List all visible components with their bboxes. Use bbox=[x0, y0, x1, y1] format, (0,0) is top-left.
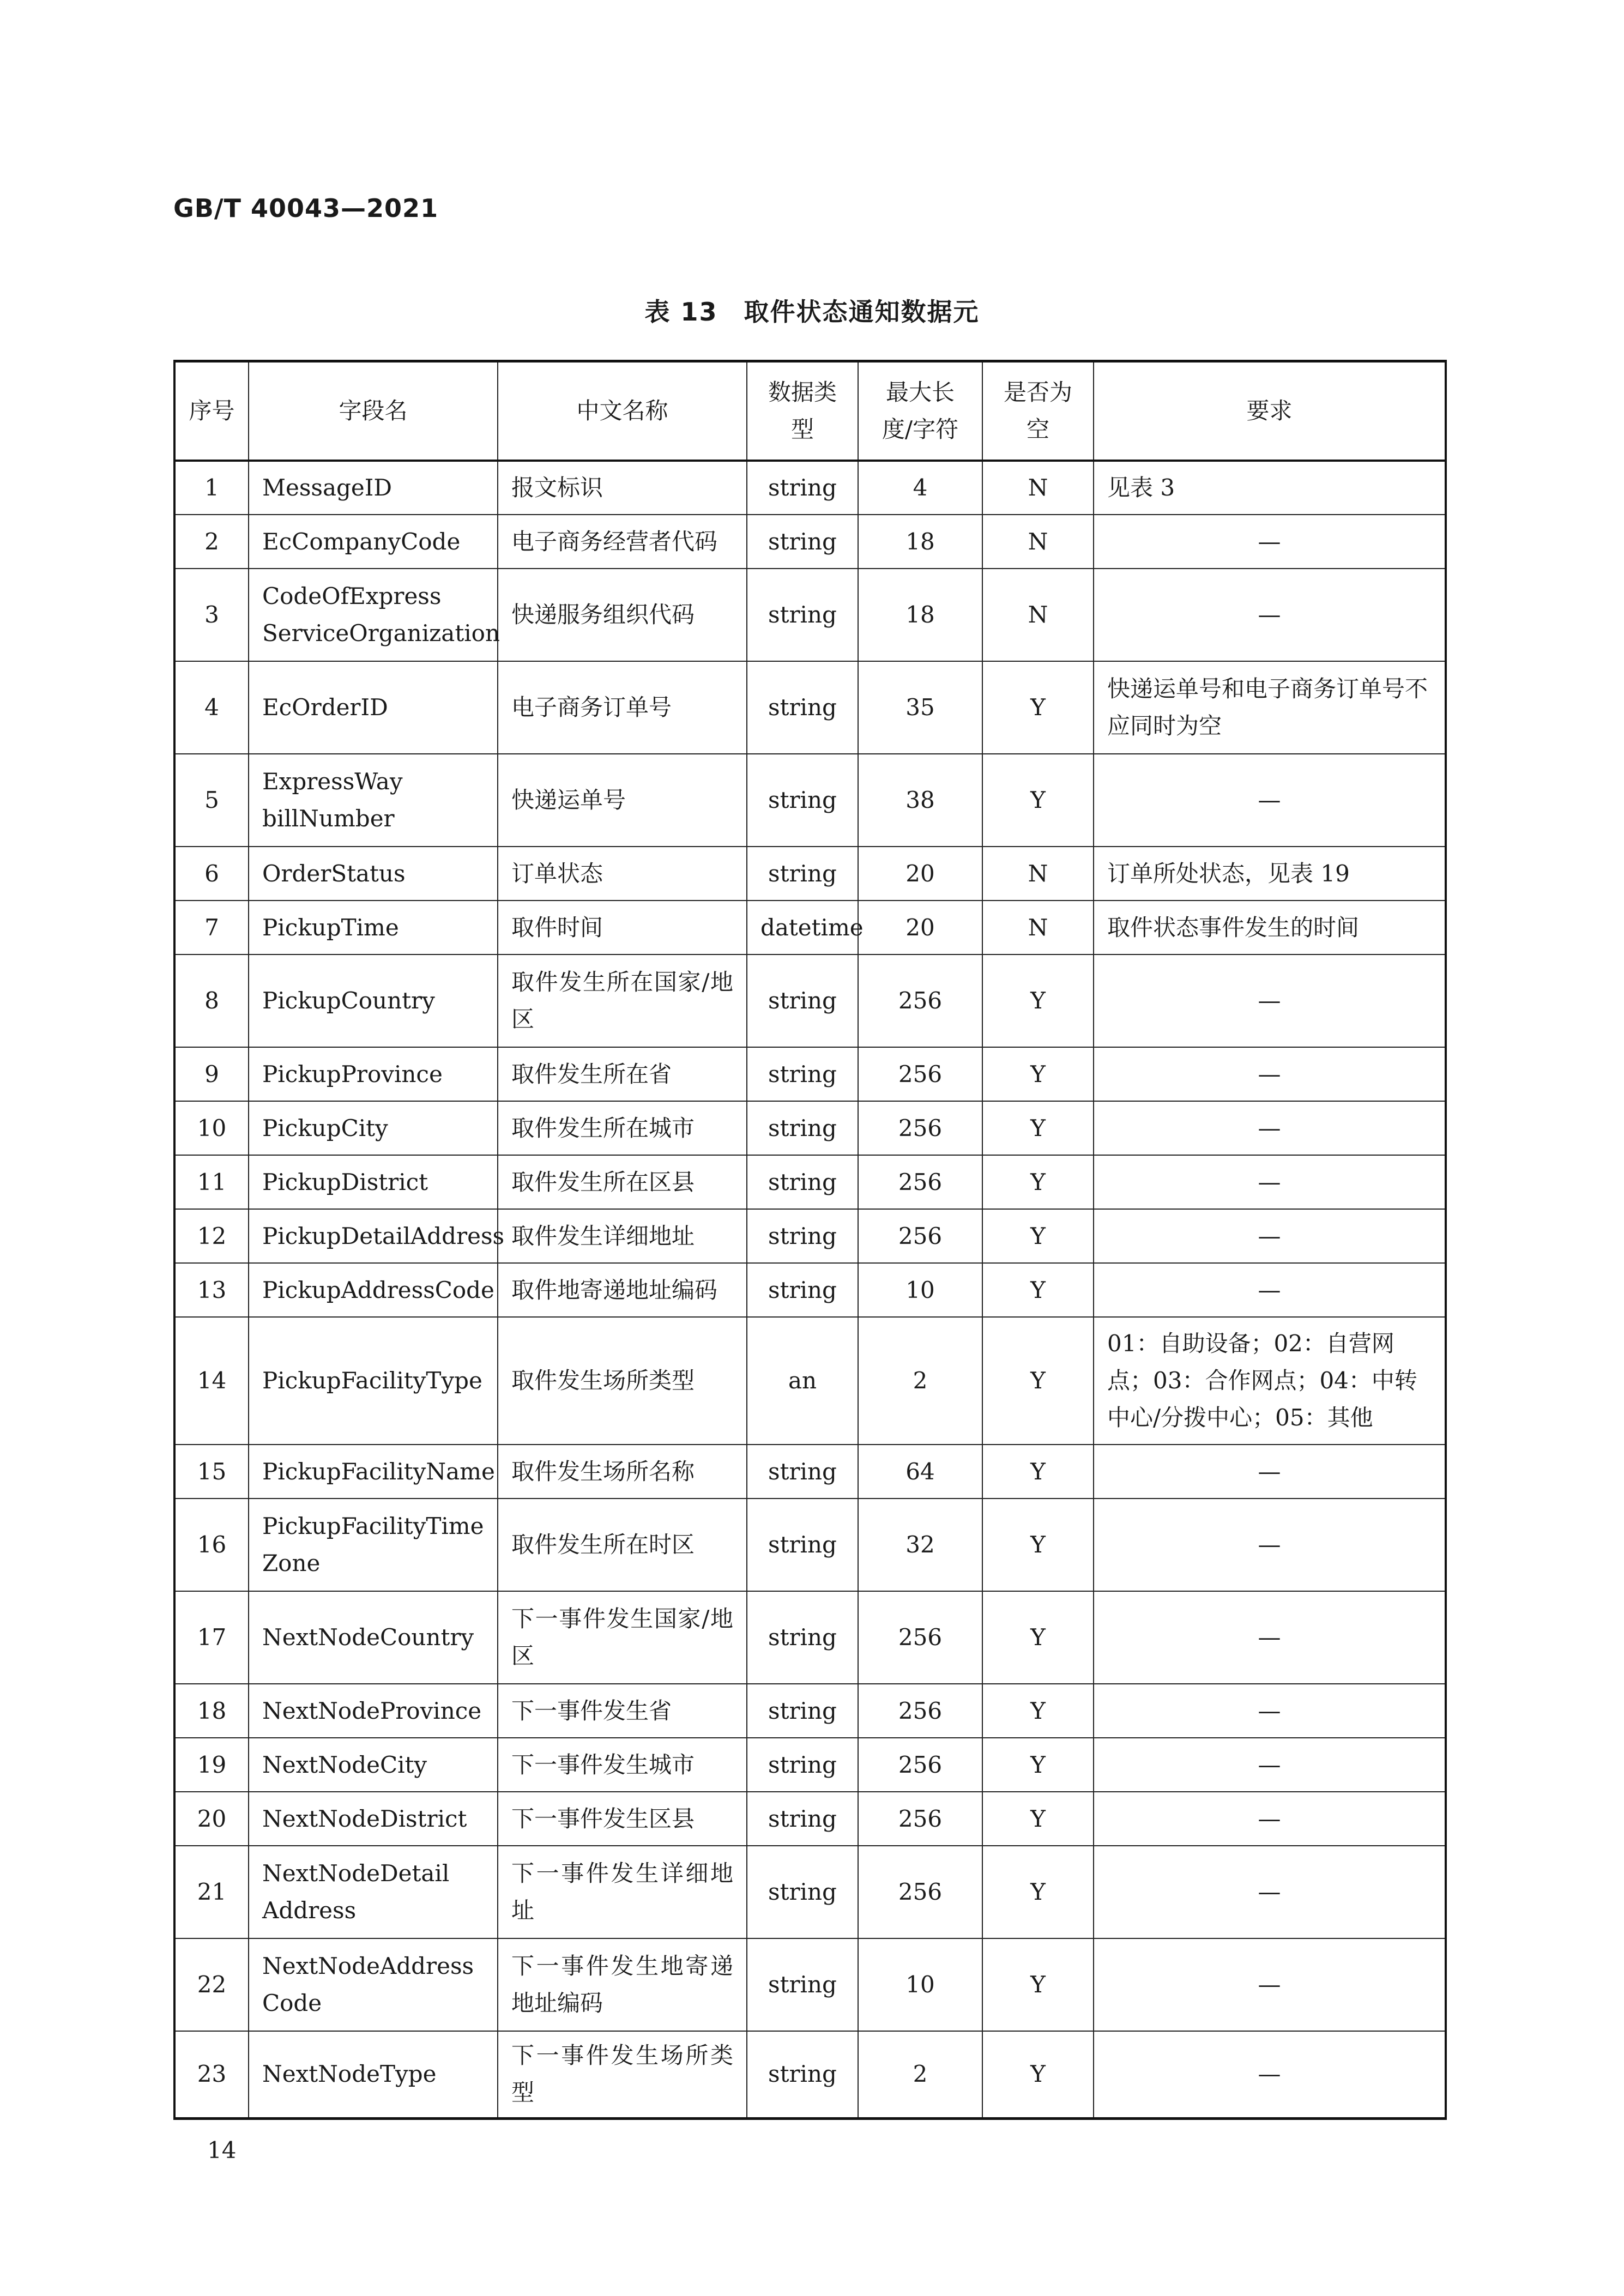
cell-requirement: — bbox=[1094, 1445, 1446, 1499]
cell-type: string bbox=[747, 1846, 858, 1938]
cell-nullable: Y bbox=[982, 1499, 1094, 1591]
header-field: 字段名 bbox=[249, 361, 498, 461]
cell-max-len: 20 bbox=[858, 901, 982, 954]
cell-max-len: 256 bbox=[858, 1846, 982, 1938]
cell-requirement: — bbox=[1094, 1938, 1446, 2031]
table-row bbox=[174, 2031, 1446, 2118]
cell-field: PickupDetailAddress bbox=[249, 1209, 498, 1263]
cell-no: 1 bbox=[174, 461, 249, 515]
cell-max-len: 256 bbox=[858, 1101, 982, 1155]
cell-type: string bbox=[747, 754, 858, 847]
cell-name-cn: 取件发生所在省 bbox=[498, 1047, 747, 1101]
cell-name-cn: 下一事件发生详细地址 bbox=[498, 1846, 747, 1938]
cell-name-cn: 取件发生场所名称 bbox=[498, 1445, 747, 1499]
cell-type: string bbox=[747, 2031, 858, 2118]
cell-name-cn: 取件地寄递地址编码 bbox=[498, 1263, 747, 1317]
cell-no: 8 bbox=[174, 954, 249, 1047]
cell-max-len: 4 bbox=[858, 461, 982, 515]
cell-max-len: 256 bbox=[858, 1684, 982, 1738]
cell-nullable: Y bbox=[982, 1263, 1094, 1317]
table-row bbox=[174, 1155, 1446, 1209]
cell-max-len: 256 bbox=[858, 1209, 982, 1263]
cell-name-cn: 快递运单号 bbox=[498, 754, 747, 847]
cell-no: 20 bbox=[174, 1792, 249, 1846]
cell-name-cn: 下一事件发生区县 bbox=[498, 1792, 747, 1846]
table-row bbox=[174, 1938, 1446, 2031]
cell-name-cn: 快递服务组织代码 bbox=[498, 569, 747, 661]
cell-nullable: Y bbox=[982, 661, 1094, 754]
cell-nullable: Y bbox=[982, 1317, 1094, 1445]
cell-no: 16 bbox=[174, 1499, 249, 1591]
cell-max-len: 256 bbox=[858, 1155, 982, 1209]
cell-nullable: Y bbox=[982, 1684, 1094, 1738]
cell-field: PickupFacilityTime Zone bbox=[249, 1499, 498, 1591]
cell-name-cn: 取件发生所在国家/地区 bbox=[498, 954, 747, 1047]
cell-field: EcCompanyCode bbox=[249, 515, 498, 569]
cell-type: string bbox=[747, 847, 858, 901]
table-row bbox=[174, 1499, 1446, 1591]
cell-type: string bbox=[747, 461, 858, 515]
cell-nullable: Y bbox=[982, 754, 1094, 847]
cell-name-cn: 下一事件发生地寄递地址编码 bbox=[498, 1938, 747, 2031]
cell-field: MessageID bbox=[249, 461, 498, 515]
cell-no: 14 bbox=[174, 1317, 249, 1445]
table-row bbox=[174, 1209, 1446, 1263]
cell-type: datetime bbox=[747, 901, 858, 954]
cell-requirement: — bbox=[1094, 2031, 1446, 2118]
cell-requirement: 订单所处状态，见表 19 bbox=[1094, 847, 1446, 901]
cell-name-cn: 下一事件发生场所类型 bbox=[498, 2031, 747, 2118]
cell-requirement: — bbox=[1094, 1263, 1446, 1317]
cell-field: PickupFacilityType bbox=[249, 1317, 498, 1445]
cell-type: string bbox=[747, 1499, 858, 1591]
cell-requirement: — bbox=[1094, 1047, 1446, 1101]
cell-nullable: N bbox=[982, 461, 1094, 515]
table-row bbox=[174, 954, 1446, 1047]
header-no: 序号 bbox=[174, 361, 249, 461]
cell-max-len: 64 bbox=[858, 1445, 982, 1499]
cell-requirement: 01：自助设备；02：自营网点；03：合作网点；04：中转中心/分拨中心；05：其他 bbox=[1094, 1317, 1446, 1445]
header-nullable: 是否为空 bbox=[982, 361, 1094, 461]
standard-code: GB/T 40043—2021 bbox=[173, 194, 439, 223]
cell-no: 21 bbox=[174, 1846, 249, 1938]
cell-type: string bbox=[747, 515, 858, 569]
cell-requirement: — bbox=[1094, 1155, 1446, 1209]
cell-nullable: Y bbox=[982, 1738, 1094, 1792]
table-row bbox=[174, 1846, 1446, 1938]
cell-nullable: Y bbox=[982, 954, 1094, 1047]
cell-field: PickupProvince bbox=[249, 1047, 498, 1101]
cell-requirement: 取件状态事件发生的时间 bbox=[1094, 901, 1446, 954]
cell-type: string bbox=[747, 1101, 858, 1155]
cell-requirement: — bbox=[1094, 1591, 1446, 1684]
cell-name-cn: 下一事件发生省 bbox=[498, 1684, 747, 1738]
cell-requirement: — bbox=[1094, 1792, 1446, 1846]
cell-name-cn: 取件发生所在区县 bbox=[498, 1155, 747, 1209]
cell-nullable: Y bbox=[982, 1047, 1094, 1101]
cell-max-len: 2 bbox=[858, 2031, 982, 2118]
cell-name-cn: 下一事件发生城市 bbox=[498, 1738, 747, 1792]
cell-no: 6 bbox=[174, 847, 249, 901]
cell-no: 4 bbox=[174, 661, 249, 754]
cell-max-len: 32 bbox=[858, 1499, 982, 1591]
cell-max-len: 256 bbox=[858, 1591, 982, 1684]
cell-max-len: 20 bbox=[858, 847, 982, 901]
cell-type: string bbox=[747, 1047, 858, 1101]
cell-no: 12 bbox=[174, 1209, 249, 1263]
cell-requirement: — bbox=[1094, 1738, 1446, 1792]
cell-max-len: 256 bbox=[858, 954, 982, 1047]
cell-no: 7 bbox=[174, 901, 249, 954]
cell-max-len: 256 bbox=[858, 1792, 982, 1846]
cell-requirement: — bbox=[1094, 515, 1446, 569]
cell-nullable: Y bbox=[982, 1846, 1094, 1938]
cell-requirement: — bbox=[1094, 1101, 1446, 1155]
cell-nullable: Y bbox=[982, 1155, 1094, 1209]
table-row bbox=[174, 1792, 1446, 1846]
table-row bbox=[174, 754, 1446, 847]
cell-no: 2 bbox=[174, 515, 249, 569]
table-row bbox=[174, 1591, 1446, 1684]
cell-requirement: — bbox=[1094, 1209, 1446, 1263]
cell-field: NextNodeDistrict bbox=[249, 1792, 498, 1846]
cell-no: 18 bbox=[174, 1684, 249, 1738]
cell-max-len: 18 bbox=[858, 515, 982, 569]
cell-no: 5 bbox=[174, 754, 249, 847]
cell-requirement: — bbox=[1094, 1499, 1446, 1591]
cell-name-cn: 取件发生详细地址 bbox=[498, 1209, 747, 1263]
cell-nullable: N bbox=[982, 569, 1094, 661]
cell-name-cn: 报文标识 bbox=[498, 461, 747, 515]
cell-name-cn: 取件发生场所类型 bbox=[498, 1317, 747, 1445]
cell-type: string bbox=[747, 1792, 858, 1846]
header-requirement: 要求 bbox=[1094, 361, 1446, 461]
cell-field: PickupDistrict bbox=[249, 1155, 498, 1209]
cell-no: 3 bbox=[174, 569, 249, 661]
cell-field: CodeOfExpress ServiceOrganization bbox=[249, 569, 498, 661]
cell-requirement: 见表 3 bbox=[1094, 461, 1446, 515]
cell-requirement: — bbox=[1094, 569, 1446, 661]
cell-type: string bbox=[747, 1263, 858, 1317]
cell-max-len: 35 bbox=[858, 661, 982, 754]
table-row bbox=[174, 661, 1446, 754]
cell-nullable: Y bbox=[982, 1209, 1094, 1263]
cell-no: 9 bbox=[174, 1047, 249, 1101]
cell-type: string bbox=[747, 1938, 858, 2031]
cell-name-cn: 下一事件发生国家/地区 bbox=[498, 1591, 747, 1684]
cell-field: NextNodeCountry bbox=[249, 1591, 498, 1684]
cell-type: an bbox=[747, 1317, 858, 1445]
cell-type: string bbox=[747, 1155, 858, 1209]
cell-field: NextNodeDetail Address bbox=[249, 1846, 498, 1938]
table-row bbox=[174, 1317, 1446, 1445]
cell-field: NextNodeType bbox=[249, 2031, 498, 2118]
cell-type: string bbox=[747, 661, 858, 754]
table-row bbox=[174, 901, 1446, 954]
header-max-len: 最大长度/字符 bbox=[858, 361, 982, 461]
cell-field: PickupCity bbox=[249, 1101, 498, 1155]
cell-max-len: 256 bbox=[858, 1047, 982, 1101]
cell-nullable: Y bbox=[982, 1591, 1094, 1684]
table-title: 表 13 取件状态通知数据元 bbox=[644, 297, 980, 327]
cell-requirement: — bbox=[1094, 1684, 1446, 1738]
cell-max-len: 38 bbox=[858, 754, 982, 847]
cell-field: PickupCountry bbox=[249, 954, 498, 1047]
cell-no: 19 bbox=[174, 1738, 249, 1792]
cell-field: PickupAddressCode bbox=[249, 1263, 498, 1317]
table-row bbox=[174, 1738, 1446, 1792]
cell-no: 22 bbox=[174, 1938, 249, 2031]
cell-nullable: Y bbox=[982, 2031, 1094, 2118]
cell-requirement: — bbox=[1094, 754, 1446, 847]
cell-requirement: 快递运单号和电子商务订单号不应同时为空 bbox=[1094, 661, 1446, 754]
table-row bbox=[174, 515, 1446, 569]
cell-max-len: 10 bbox=[858, 1938, 982, 2031]
header-type: 数据类型 bbox=[747, 361, 858, 461]
cell-name-cn: 取件时间 bbox=[498, 901, 747, 954]
cell-nullable: Y bbox=[982, 1445, 1094, 1499]
cell-max-len: 18 bbox=[858, 569, 982, 661]
cell-no: 10 bbox=[174, 1101, 249, 1155]
table-row bbox=[174, 847, 1446, 901]
cell-max-len: 10 bbox=[858, 1263, 982, 1317]
table-row bbox=[174, 461, 1446, 515]
cell-type: string bbox=[747, 1209, 858, 1263]
table-header-row bbox=[174, 361, 1446, 461]
cell-max-len: 2 bbox=[858, 1317, 982, 1445]
cell-name-cn: 取件发生所在时区 bbox=[498, 1499, 747, 1591]
header-name-cn: 中文名称 bbox=[498, 361, 747, 461]
cell-no: 15 bbox=[174, 1445, 249, 1499]
cell-field: PickupFacilityName bbox=[249, 1445, 498, 1499]
cell-type: string bbox=[747, 569, 858, 661]
cell-name-cn: 订单状态 bbox=[498, 847, 747, 901]
table-row bbox=[174, 569, 1446, 661]
data-element-table bbox=[173, 360, 1447, 2120]
table-row bbox=[174, 1101, 1446, 1155]
cell-max-len: 256 bbox=[858, 1738, 982, 1792]
table-row bbox=[174, 1263, 1446, 1317]
cell-no: 23 bbox=[174, 2031, 249, 2118]
cell-nullable: N bbox=[982, 515, 1094, 569]
cell-field: PickupTime bbox=[249, 901, 498, 954]
cell-nullable: N bbox=[982, 901, 1094, 954]
cell-field: OrderStatus bbox=[249, 847, 498, 901]
cell-requirement: — bbox=[1094, 954, 1446, 1047]
cell-type: string bbox=[747, 1445, 858, 1499]
cell-type: string bbox=[747, 1738, 858, 1792]
cell-field: NextNodeProvince bbox=[249, 1684, 498, 1738]
cell-field: EcOrderID bbox=[249, 661, 498, 754]
page-number: 14 bbox=[207, 2137, 237, 2164]
cell-nullable: Y bbox=[982, 1792, 1094, 1846]
table-row bbox=[174, 1684, 1446, 1738]
table-row bbox=[174, 1445, 1446, 1499]
cell-no: 11 bbox=[174, 1155, 249, 1209]
cell-field: ExpressWay billNumber bbox=[249, 754, 498, 847]
cell-name-cn: 取件发生所在城市 bbox=[498, 1101, 747, 1155]
cell-no: 13 bbox=[174, 1263, 249, 1317]
cell-nullable: Y bbox=[982, 1101, 1094, 1155]
cell-field: NextNodeAddress Code bbox=[249, 1938, 498, 2031]
cell-type: string bbox=[747, 1684, 858, 1738]
table-row bbox=[174, 1047, 1446, 1101]
cell-type: string bbox=[747, 1591, 858, 1684]
cell-nullable: N bbox=[982, 847, 1094, 901]
cell-name-cn: 电子商务经营者代码 bbox=[498, 515, 747, 569]
cell-nullable: Y bbox=[982, 1938, 1094, 2031]
cell-field: NextNodeCity bbox=[249, 1738, 498, 1792]
cell-requirement: — bbox=[1094, 1846, 1446, 1938]
cell-name-cn: 电子商务订单号 bbox=[498, 661, 747, 754]
cell-type: string bbox=[747, 954, 858, 1047]
cell-no: 17 bbox=[174, 1591, 249, 1684]
